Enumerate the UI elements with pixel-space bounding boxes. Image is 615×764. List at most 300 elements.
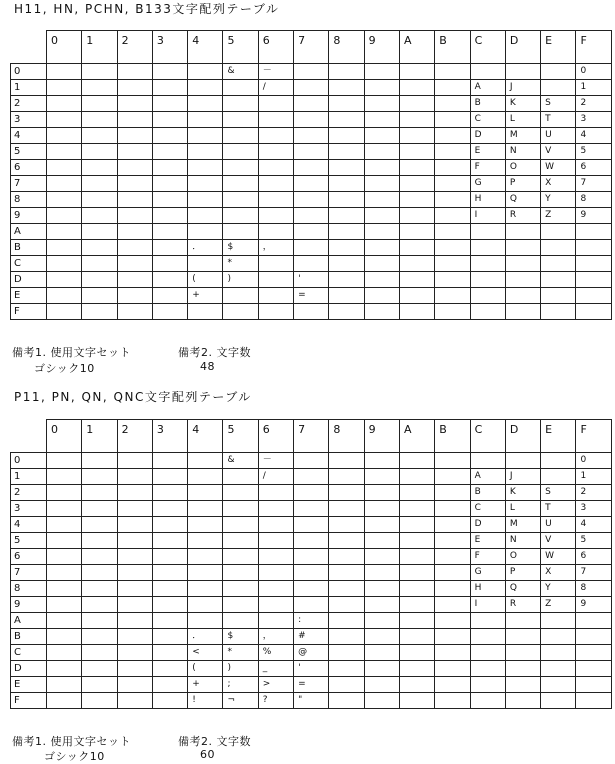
char-cell: H [470, 581, 505, 597]
char-cell [329, 96, 364, 112]
char-cell [541, 240, 576, 256]
char-cell: / [258, 469, 293, 485]
char-cell [399, 517, 434, 533]
char-cell [188, 597, 223, 613]
char-cell: A [470, 469, 505, 485]
char-cell [223, 469, 258, 485]
row-header: 5 [11, 144, 47, 160]
char-cell: S [541, 485, 576, 501]
char-cell [223, 80, 258, 96]
char-cell [364, 144, 399, 160]
char-cell [505, 256, 540, 272]
table-row [11, 629, 612, 645]
char-cell [505, 240, 540, 256]
char-cell [329, 693, 364, 709]
char-cell [435, 192, 470, 208]
char-cell [541, 272, 576, 288]
char-cell: : [294, 613, 329, 629]
char-cell [47, 645, 82, 661]
char-cell: J [505, 80, 540, 96]
char-cell [152, 469, 187, 485]
char-cell [82, 485, 117, 501]
char-cell: P [505, 565, 540, 581]
char-cell [188, 176, 223, 192]
char-cell [399, 549, 434, 565]
char-cell [152, 549, 187, 565]
char-cell [47, 128, 82, 144]
char-cell [329, 613, 364, 629]
char-cell [294, 224, 329, 240]
char-cell: W [541, 549, 576, 565]
char-cell: < [188, 645, 223, 661]
column-header: F [576, 31, 611, 64]
char-cell [223, 485, 258, 501]
char-cell: 5 [576, 144, 611, 160]
char-cell [223, 517, 258, 533]
char-cell [399, 80, 434, 96]
char-cell: & [223, 453, 258, 469]
remark1-label-1: 備考1. 使用文字セット [12, 346, 131, 359]
char-cell [435, 144, 470, 160]
char-cell [258, 517, 293, 533]
remark2-label-1: 備考2. 文字数 [178, 346, 251, 359]
char-cell [258, 501, 293, 517]
char-cell [47, 677, 82, 693]
char-cell [47, 272, 82, 288]
char-cell [576, 645, 611, 661]
remark1-value-1: ゴシック10 [34, 362, 95, 375]
char-cell [258, 112, 293, 128]
char-cell [117, 160, 152, 176]
char-cell [294, 485, 329, 501]
char-cell [399, 693, 434, 709]
char-cell [364, 533, 399, 549]
char-cell [47, 501, 82, 517]
char-cell [435, 80, 470, 96]
char-cell [435, 256, 470, 272]
char-cell [329, 645, 364, 661]
char-cell [152, 517, 187, 533]
char-cell [294, 549, 329, 565]
char-cell [364, 581, 399, 597]
table-row [11, 272, 612, 288]
char-cell [329, 517, 364, 533]
char-cell [258, 176, 293, 192]
char-cell [47, 176, 82, 192]
char-cell [188, 192, 223, 208]
char-cell [364, 565, 399, 581]
table-row [11, 224, 612, 240]
char-cell [364, 613, 399, 629]
char-cell [470, 645, 505, 661]
row-header: 1 [11, 80, 47, 96]
char-cell [47, 613, 82, 629]
char-cell [541, 224, 576, 240]
column-header: D [505, 31, 540, 64]
char-cell [541, 64, 576, 80]
char-cell: Y [541, 192, 576, 208]
char-cell [364, 549, 399, 565]
char-cell [258, 288, 293, 304]
row-header: 8 [11, 581, 47, 597]
char-cell: / [258, 80, 293, 96]
char-cell: ) [223, 661, 258, 677]
char-cell [152, 176, 187, 192]
char-cell [470, 629, 505, 645]
char-cell [152, 533, 187, 549]
char-cell [470, 64, 505, 80]
table-row [11, 304, 612, 320]
char-cell [399, 288, 434, 304]
column-header: B [435, 420, 470, 453]
row-header: E [11, 677, 47, 693]
char-cell [117, 677, 152, 693]
char-cell [541, 613, 576, 629]
char-cell [435, 128, 470, 144]
char-cell [505, 453, 540, 469]
char-cell [82, 192, 117, 208]
char-cell [576, 677, 611, 693]
column-header: 4 [188, 31, 223, 64]
char-cell: E [470, 144, 505, 160]
char-cell: B [470, 96, 505, 112]
row-header: 6 [11, 549, 47, 565]
char-cell [470, 693, 505, 709]
table-row [11, 96, 612, 112]
char-cell [117, 272, 152, 288]
char-cell: 5 [576, 533, 611, 549]
char-cell [505, 613, 540, 629]
char-cell: 7 [576, 176, 611, 192]
table-row [11, 501, 612, 517]
char-cell: 4 [576, 128, 611, 144]
char-cell [258, 613, 293, 629]
char-cell [399, 192, 434, 208]
char-cell [117, 144, 152, 160]
char-cell [329, 176, 364, 192]
char-cell [470, 240, 505, 256]
char-cell [117, 597, 152, 613]
row-header: 4 [11, 128, 47, 144]
char-cell [117, 192, 152, 208]
column-header: F [576, 420, 611, 453]
char-cell [152, 160, 187, 176]
char-cell [47, 288, 82, 304]
char-cell [258, 304, 293, 320]
char-cell [329, 192, 364, 208]
char-cell [576, 256, 611, 272]
char-cell: Y [541, 581, 576, 597]
row-header: 7 [11, 565, 47, 581]
char-cell: 3 [576, 112, 611, 128]
table-row [11, 128, 612, 144]
char-cell [294, 208, 329, 224]
char-cell: ! [188, 693, 223, 709]
char-cell: R [505, 208, 540, 224]
char-cell [117, 517, 152, 533]
char-cell [505, 693, 540, 709]
char-cell [223, 501, 258, 517]
char-cell [399, 112, 434, 128]
char-cell [364, 469, 399, 485]
char-cell [188, 613, 223, 629]
table-row [11, 240, 612, 256]
char-cell [294, 176, 329, 192]
char-cell [364, 192, 399, 208]
char-cell [435, 645, 470, 661]
char-cell [47, 256, 82, 272]
char-cell: ) [223, 272, 258, 288]
char-cell: & [223, 64, 258, 80]
char-cell [223, 176, 258, 192]
char-cell: > [258, 677, 293, 693]
char-cell [435, 661, 470, 677]
char-cell [576, 304, 611, 320]
char-cell [152, 304, 187, 320]
char-cell: Q [505, 581, 540, 597]
char-cell: # [294, 629, 329, 645]
char-cell: $ [223, 240, 258, 256]
char-cell [258, 581, 293, 597]
char-cell [117, 128, 152, 144]
char-cell: 3 [576, 501, 611, 517]
row-header: 7 [11, 176, 47, 192]
char-cell [576, 629, 611, 645]
char-cell [399, 501, 434, 517]
column-header: 9 [364, 31, 399, 64]
char-cell [364, 485, 399, 501]
char-cell [223, 96, 258, 112]
char-cell [364, 160, 399, 176]
char-cell [294, 80, 329, 96]
char-cell [329, 304, 364, 320]
char-cell [294, 160, 329, 176]
char-cell [435, 693, 470, 709]
char-cell [82, 288, 117, 304]
char-cell [258, 128, 293, 144]
table-row [11, 80, 612, 96]
column-header: 8 [329, 420, 364, 453]
char-cell [223, 112, 258, 128]
char-cell [364, 661, 399, 677]
char-cell [364, 517, 399, 533]
column-header: 1 [82, 420, 117, 453]
char-cell [329, 128, 364, 144]
remark2-value-1: 48 [200, 360, 215, 373]
char-cell [435, 224, 470, 240]
char-cell [399, 128, 434, 144]
char-cell: Z [541, 597, 576, 613]
char-cell [435, 112, 470, 128]
char-cell [435, 469, 470, 485]
char-cell [435, 581, 470, 597]
row-header: 0 [11, 64, 47, 80]
row-header: D [11, 272, 47, 288]
char-cell: 9 [576, 208, 611, 224]
char-cell [435, 304, 470, 320]
char-cell [117, 208, 152, 224]
char-cell [117, 112, 152, 128]
char-cell: 6 [576, 160, 611, 176]
char-cell [82, 272, 117, 288]
remark2-label-2: 備考2. 文字数 [178, 735, 251, 748]
char-cell [152, 661, 187, 677]
char-cell [294, 112, 329, 128]
char-cell [399, 208, 434, 224]
char-cell [82, 80, 117, 96]
char-cell [505, 677, 540, 693]
char-cell: T [541, 112, 576, 128]
char-cell [364, 80, 399, 96]
char-cell [258, 144, 293, 160]
table-row [11, 469, 612, 485]
char-cell [152, 288, 187, 304]
char-cell [294, 304, 329, 320]
char-cell [152, 581, 187, 597]
char-cell [82, 160, 117, 176]
char-cell: 9 [576, 597, 611, 613]
char-cell [399, 453, 434, 469]
char-cell [541, 661, 576, 677]
char-cell: " [294, 693, 329, 709]
char-cell [223, 288, 258, 304]
char-cell [329, 661, 364, 677]
char-cell [82, 517, 117, 533]
char-cell: % [258, 645, 293, 661]
table-title-2: P11, PN, QN, QNC文字配列テーブル [14, 390, 252, 404]
char-cell [541, 288, 576, 304]
char-cell [258, 549, 293, 565]
char-cell [258, 256, 293, 272]
char-cell [399, 469, 434, 485]
char-cell [399, 160, 434, 176]
char-cell [82, 645, 117, 661]
char-cell [117, 224, 152, 240]
char-cell [470, 224, 505, 240]
table-row [11, 453, 612, 469]
char-cell [82, 64, 117, 80]
char-cell [576, 224, 611, 240]
char-cell [188, 453, 223, 469]
char-cell [152, 453, 187, 469]
char-cell [364, 693, 399, 709]
char-cell: G [470, 176, 505, 192]
char-cell: C [470, 112, 505, 128]
char-cell: _ [258, 661, 293, 677]
char-cell [435, 485, 470, 501]
char-cell [223, 224, 258, 240]
char-cell [399, 613, 434, 629]
char-cell [223, 128, 258, 144]
char-cell [399, 629, 434, 645]
char-cell [364, 240, 399, 256]
remark1-label-2: 備考1. 使用文字セット [12, 735, 131, 748]
char-cell: + [188, 677, 223, 693]
char-cell [329, 64, 364, 80]
char-cell: － [258, 64, 293, 80]
char-cell [541, 677, 576, 693]
char-cell [152, 112, 187, 128]
char-cell [399, 597, 434, 613]
char-cell: I [470, 208, 505, 224]
char-cell: $ [223, 629, 258, 645]
row-header: D [11, 661, 47, 677]
char-cell [258, 96, 293, 112]
char-cell [82, 613, 117, 629]
char-cell [576, 613, 611, 629]
char-cell [505, 272, 540, 288]
char-cell [152, 272, 187, 288]
char-cell [470, 256, 505, 272]
table-row [11, 112, 612, 128]
char-cell [223, 304, 258, 320]
table-row [11, 176, 612, 192]
char-cell: X [541, 565, 576, 581]
char-cell: ' [294, 661, 329, 677]
char-cell: N [505, 533, 540, 549]
char-cell [82, 693, 117, 709]
char-table-1 [10, 30, 612, 320]
char-cell [329, 597, 364, 613]
char-cell [435, 677, 470, 693]
char-cell [470, 453, 505, 469]
char-cell: X [541, 176, 576, 192]
char-cell [435, 613, 470, 629]
column-header: C [470, 31, 505, 64]
table-row [11, 192, 612, 208]
char-cell [152, 677, 187, 693]
char-cell [505, 629, 540, 645]
char-cell [188, 256, 223, 272]
char-cell [188, 485, 223, 501]
char-cell [117, 453, 152, 469]
char-cell [399, 64, 434, 80]
char-cell [258, 533, 293, 549]
table-row [11, 485, 612, 501]
char-cell [329, 469, 364, 485]
char-cell [82, 144, 117, 160]
char-cell [82, 240, 117, 256]
char-cell [294, 192, 329, 208]
char-cell: 0 [576, 453, 611, 469]
char-cell [435, 288, 470, 304]
char-cell: 0 [576, 64, 611, 80]
char-cell [47, 208, 82, 224]
char-cell: ; [223, 677, 258, 693]
char-cell: * [223, 256, 258, 272]
table-row [11, 661, 612, 677]
char-cell [435, 629, 470, 645]
char-cell [329, 240, 364, 256]
char-cell [435, 533, 470, 549]
char-cell [435, 597, 470, 613]
char-cell [294, 144, 329, 160]
char-cell: T [541, 501, 576, 517]
char-cell [152, 565, 187, 581]
char-cell [329, 549, 364, 565]
char-cell [470, 272, 505, 288]
char-cell: + [188, 288, 223, 304]
table-title-1: H11, HN, PCHN, B133文字配列テーブル [14, 2, 280, 16]
char-cell [329, 224, 364, 240]
char-cell: C [470, 501, 505, 517]
char-cell [47, 144, 82, 160]
char-cell [188, 565, 223, 581]
char-cell [329, 581, 364, 597]
char-cell [82, 549, 117, 565]
char-cell [294, 565, 329, 581]
char-cell [329, 160, 364, 176]
